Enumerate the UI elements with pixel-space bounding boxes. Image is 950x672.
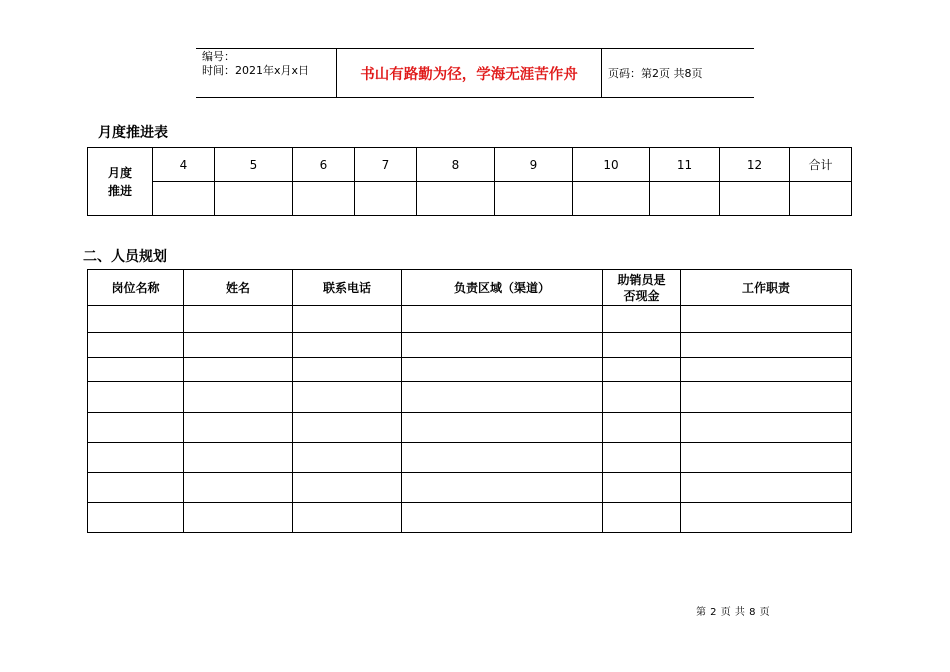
month-header: 4 [153, 148, 215, 182]
month-header: 11 [650, 148, 720, 182]
month-cell [790, 182, 852, 216]
monthly-progress-table [87, 147, 852, 216]
month-cell [293, 182, 355, 216]
col-position: 岗位名称 [88, 270, 184, 306]
col-helper-cash: 助销员是 否现金 [603, 270, 681, 306]
col-phone: 联系电话 [293, 270, 402, 306]
section-title-staff: 二、人员规划 [83, 249, 167, 265]
table-row [88, 382, 852, 413]
header-page-code: 页码：第2页 共8页 [608, 67, 703, 80]
month-header: 5 [215, 148, 293, 182]
month-cell [215, 182, 293, 216]
header-meta [196, 49, 337, 97]
page-footer: 第 2 页 共 8 页 [696, 607, 771, 618]
month-header: 6 [293, 148, 355, 182]
row-label: 月度 推进 [88, 148, 153, 216]
table-row [88, 473, 852, 503]
col-name: 姓名 [184, 270, 293, 306]
month-cell [355, 182, 417, 216]
staff-planning-table [87, 269, 852, 533]
month-cell [153, 182, 215, 216]
total-header: 合计 [790, 148, 852, 182]
month-cell [573, 182, 650, 216]
staff-header-row [88, 270, 852, 306]
section-title-monthly: 月度推进表 [98, 125, 168, 141]
col-duties: 工作职责 [681, 270, 852, 306]
page-header [196, 48, 754, 98]
values-row [88, 182, 852, 216]
table-row [88, 358, 852, 382]
col-region: 负责区域（渠道） [402, 270, 603, 306]
month-cell [417, 182, 495, 216]
month-header: 7 [355, 148, 417, 182]
month-cell [720, 182, 790, 216]
table-row [88, 333, 852, 358]
month-cell [650, 182, 720, 216]
month-cell [495, 182, 573, 216]
month-header: 8 [417, 148, 495, 182]
table-row [88, 413, 852, 443]
table-row [88, 443, 852, 473]
time-label: 时间：2021年x月x日 [202, 64, 310, 77]
months-row [88, 148, 852, 182]
table-row [88, 503, 852, 533]
month-header: 10 [573, 148, 650, 182]
header-motto: 书山有路勤为径，学海无涯苦作舟 [337, 49, 602, 97]
table-row [88, 306, 852, 333]
month-header: 12 [720, 148, 790, 182]
month-header: 9 [495, 148, 573, 182]
number-label: 编号： [202, 50, 235, 63]
